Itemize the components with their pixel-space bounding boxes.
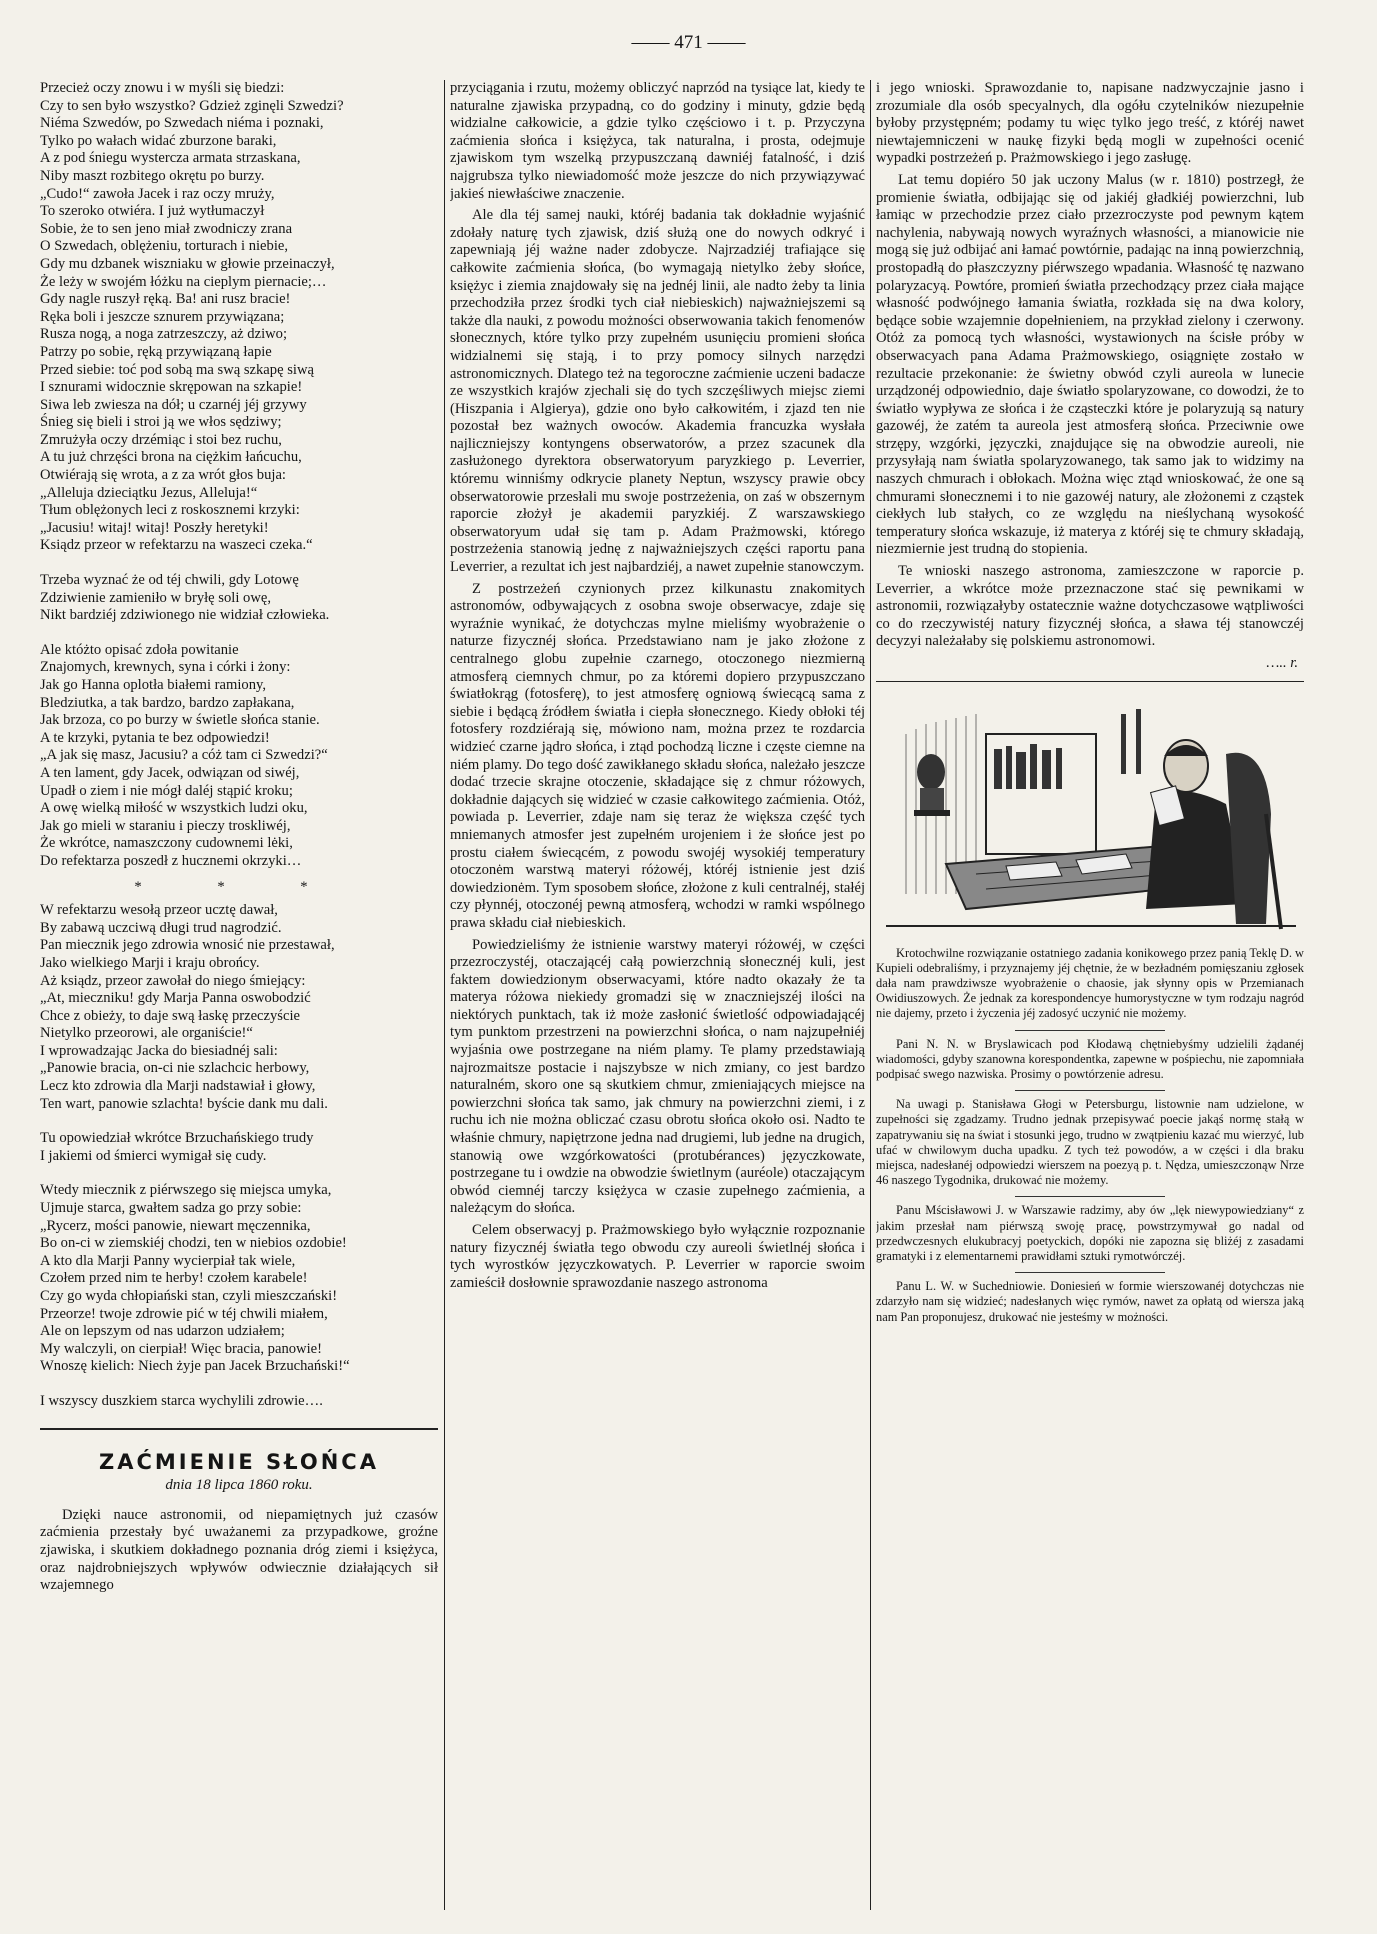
note-divider [1015,1196,1165,1197]
poem-line: Jak go mieli w staraniu i pieczy troskliwéj, [40,817,291,834]
poem-line: Że leży w swojém łóżku na cieplym piernacie;… [40,273,327,290]
poem-stanza-3 [40,642,438,871]
note-item: Panu L. W. w Suchedniowie. Doniesień w formie wierszowanéj dotychczas nie zdarzyło nam się widzieć; nadesłanych więc rymów, nawet za opłatą od wiersza jaką nam Pan proponujesz, drukować nie jesteśmy w możności. [876,1279,1304,1324]
note-divider [1015,1030,1165,1031]
article-paragraph: Celem obserwacyj p. Prażmowskiego było wyłącznie rozpoznanie natury fizycznéj światła tego obwodu czy aureoli świetlnéj słońca i tych wyrostków języczkowatych. P. Leverrier w raporcie swoim zamieścił dosłownie sprawozdanie naszego astronoma [450,1222,865,1291]
poem-line: O Szwedach, oblężeniu, torturach i niebie, [40,238,289,255]
poem-line: Nikt bardziéj zdziwionego nie widział człowieka. [40,607,330,624]
poem-line: Ale któżto opisać zdoła powitanie [40,641,239,658]
illustration-man-reading [886,694,1296,936]
poem [40,80,438,1411]
poem-line: Rusza nogą, a noga zatrzeszczy, aż dziwo; [40,326,288,343]
poem-line: Gdy nagle ruszył ręką. Ba! ani rusz bracie! [40,291,291,308]
poem-stanza-2 [40,572,438,625]
poem-line: A z pod śniegu wystercza armata strzaskana, [40,150,301,167]
poem-line: Sobie, że to sen jeno miał zwodniczy zrana [40,220,293,237]
note-divider [1015,1272,1165,1273]
poem-line: A ten lament, gdy Jacek, odwiązan od siwéj, [40,764,300,781]
poem-line: Upadł o ziem i nie mógł daléj stąpić kroku; [40,782,293,799]
poem-line: Przed siebie: toć pod sobą ma swą szkapę siwą [40,361,314,378]
poem-line: „Alleluja dzieciątku Jezus, Alleluja!“ [40,484,258,501]
poem-line: Śnieg się bieli i stroi ją we włos sędziwy; [40,414,282,431]
poem-line: Tylko po wałach widać zburzone baraki, [40,132,277,149]
poem-line: Gdy mu dzbanek wiszniaku w głowie przeinaczył, [40,255,335,272]
article-signature: ….. r. [1266,655,1298,671]
column-3 [876,80,1304,1910]
poem-line: Siwa leb zwiesza na dół; u czarnéj jéj grzywy [40,396,307,413]
poem-stanza-7 [40,1393,438,1411]
article-paragraph: Lat temu dopiéro 50 jak uczony Malus (w r. 1810) postrzegł, że promienie światła, odbijając się od jakiéj gładkiéj powierzchni, lub łamiąc w przechodzie przez ciało przezroczyste pod pewnym kątem nachylenia, nabywają nowych wyraźnych własności, a mianowicie nie mogą się już odbijać ani łamać powtórnie, padając na inną powierzchnią, prostopadłą do płaszczyzny piérwszego wpadania. Własność tę nazwano polaryzacyą. Powtóre, promień światła przechodzący przez ciała mające własność podwójnego łamania światła, rozkłada się na dwa kolory, będące sobie wzajemnie dopełnieniem, na przykład zielony i czerwony. Otóż za pomocą tych własności, wystawionych na ścisłe próby w obserwacyach pana Adama Prażmowskiego, osiągnięte zostało w rezultacie przekonanie: że świetny obwód czyli aureola w lunecie urządzonéj odpowiednio, daje światło spolaryzowane, co dowodzi, że to światło wypływa ze słońca i że cząsteczki które je polaryzują są natury gazowéj, że zatém ta aureola jest atmosferą słońca. Przeciwnie owe strzępy, wzgórki, języczki, znajdujące się na obwodzie aureoli, nie przysyłają nam światła spolaryzowanego, tak samo jak to widzimy na naszych chmurach i obłokach. Można więc ztąd wnioskować, że one są chmurami słonecznemi i to nie gazowéj natury, ale złożonemi z cząstek ciekłych lub stałych, co ze względu na nieślychaną wysokość temperatury słońca wskazuje, iż materya z któréj się te chmury składają, niezmiernie jest trudną do stopienia. [876,171,1304,558]
poem-line: „Jacusiu! witaj! witaj! Poszły heretyki! [40,519,269,536]
poem-line: A kto dla Marji Panny wycierpiał tak wiele, [40,1252,296,1269]
poem-line: Tłum oblężonych leci z roskosznemi krzyki: [40,502,300,519]
poem-line: „At, mieczniku! gdy Marja Panna oswobodzić [40,990,311,1007]
poem-line: Przeorze! twoje zdrowie pić w téj chwili miałem, [40,1305,328,1322]
poem-line: My walczyli, on cierpiał! Więc bracia, panowie! [40,1340,322,1357]
note-item: Krotochwilne rozwiązanie ostatniego zadania konikowego przez panią Teklę D. w Kupieli odebraliśmy, i przyznajemy jéj chętnie, że w bezładném pomięszaniu zgłosek dała nam prawdziwsze wyobrażenie o chaosie, jak słynny opis w Przemianach Owidiuszowych. Że jednak za korespondencye humorystyczne w tym rodzaju nagród nie dajemy, przeto i życzenia jéj zadosyć uczynić nie możemy. [876,945,1304,1021]
poem-line: A owę wielką miłość w wszystkich ludzi oku, [40,800,308,817]
poem-line: Przecież oczy znowu i w myśli się biedzi: [40,80,285,96]
poem-line: „Cudo!“ zawoła Jacek i raz oczy mruży, [40,185,275,202]
poem-line: Znajomych, krewnych, syna i córki i żony: [40,659,291,676]
poem-line: I jakiemi od śmierci wymigał się cudy. [40,1147,267,1164]
page-number: —— 471 —— [631,32,746,53]
poem-line: Ten wart, panowie szlachta! byście dank mu dali. [40,1095,328,1112]
poem-line: Do refektarza poszedł z hucznemi okrzyki… [40,852,302,869]
poem-line: Pan miecznik jego zdrowia wnosić nie przestawał, [40,937,335,954]
article-body-col3 [876,80,1304,673]
article-paragraph: Dzięki nauce astronomii, od niepamiętnych już czasów zaćmienia przestały być uważanemi za przypadkowe, groźne zjawiska, i skutkiem dokładnego poznania dróg ziemi i księżyca, oraz najdrobniejszych wpływów odwiecznie działających sił wzajemnego [40,1506,438,1594]
note-item: Pani N. N. w Bryslawicach pod Kłodawą chętniebyśmy udzielili żądanéj wiadomości, gdyby szanowna korespondentka, zapewne w pośpiechu, nie zapomniała podpisać swego nazwiska. Prosimy o powtórzenie adresu. [876,1036,1304,1082]
poem-line: Czy go wyda chłopiański stan, czyli mieszczański! [40,1288,338,1304]
poem-line: Czołem przed nim te herby! czołem karabele! [40,1270,308,1287]
poem-stanza-4 [40,902,438,1113]
poem-line: Ksiądz przeor w refektarzu na waszeci czeka.“ [40,537,313,554]
poem-line: Jako wielkiego Marji i kraju obrońcy. [40,954,260,971]
poem-line: Tu opowiedział wkrótce Brzuchańskiego trudy [40,1130,314,1147]
editorial-notes [876,946,1304,1325]
poem-stanza-5 [40,1130,438,1165]
column-rule-right [870,80,871,1910]
article-body-col2 [450,80,865,1292]
poem-line: Ręka boli i jeszcze sznurem przywiązana; [40,308,285,325]
poem-line: Lecz kto zdrowia dla Marji nadstawiał i głowy, [40,1078,316,1095]
poem-line: Jak go Hanna oplotła białemi ramiony, [40,677,267,693]
poem-line: Bledziutka, a tak bardzo, bardzo zapłakana, [40,694,295,711]
poem-line: Chce z obieży, to daje swą łaskę przeczyście [40,1007,300,1024]
article-body-col1 [40,1507,438,1595]
poem-line: A tu już chrzęści brona na ciężkim łańcuchu, [40,449,302,466]
poem-line: „Rycerz, mości panowie, niewart męczennika, [40,1217,311,1234]
article-subtitle: dnia 18 lipca 1860 roku. [165,1477,313,1494]
poem-line: Niéma Szwedów, po Szwedach niéma i poznaki, [40,115,324,132]
poem-line: Zdziwienie zamieniło w bryłę soli owę, [40,589,271,606]
poem-line: Aż ksiądz, przeor zawołał do niego śmiejący: [40,972,306,989]
poem-line: „Panowie bracia, on-ci nie szlachcic herbowy, [40,1060,310,1077]
article-paragraph: Te wnioski naszego astronoma, zamieszczone w raporcie p. Leverrier, a wkrótce może przeznaczone stać się pewnikami w astronomii, rozwiązałyby ostatecznie ważne dotychczasowe wątpliwości co do rzeczywistéj natury fizycznéj słońca, a sława téj stanowczéj decyzyi należałaby się polskiemu astronomowi. [876,563,1304,650]
column-rule-left [444,80,445,1910]
poem-line: Nietylko przeorowi, ale organiście!“ [40,1025,253,1042]
poem-line: Jak brzoza, co po burzy w świetle słońca stanie. [40,712,320,729]
poem-stanza-6 [40,1182,438,1376]
section-stars: * * * [134,878,344,895]
article-paragraph: Z postrzeżeń czynionych przez kilkunastu znakomitych astronomów, odbywających z osobna swoje obserwacye, zdaje się wyraźnie wynikać, że dotychczas mylne mieliśmy wyobrażenie o naturze fizycznéj słońca. Przedstawiano nam je jako złożone z centralnego globu zupełnie czarnego, otoczonego niezmierną atmosferą ciemnych chmur, po za któremi dopiero przypuszczano światłokrąg (fotosferę), to jest atmosferę ogniową świecącą sama z siebie i będącą źródłem światła i ciepła słonecznego. Kiedy obłoki téj fotosfery rozdziérają się, mówiono nam, można przez te rozdarcia widzieć czarne jądro słońca, i ztąd pochodzą liczne i częste ciemne na niém plamy. Do tego dość zawikłanego składu słońca, należało jeszcze dodać trzecie skrajne otoczenie, składające się z chmur różowych, dokładnie dających się widzieć w czasie całkowitego zaćmienia. Otóż, powiada p. Leverrier, zdaje nam się teraz że większa część tych mniemanych atmosfer jest zupełném urojeniem i że słońce jest po prostu ciałem świecącém, z powodu swojéj wysokiéj temperatury otoczonėm warstwą materyi różowéj, któréj istnienie jest dziś dowiedzionėm. Tym sposobem słońce, złożone z kuli centralnéj, stałéj czy płynnéj, otoczonéj pewną atmosferą, wchodzi w ramki wspólnego prawa składu ciał niebieskich. [450,580,865,931]
poem-line: Że wkrótce, namaszczony cudownemi lėki, [40,835,293,852]
article-paragraph: przyciągania i rzutu, możemy obliczyć naprzód na tysiące lat, kiedy te naturalne zjawiska przypadną, co do godziny i minuty, gdzie będą widzialne całkowicie, a gdzie tylko częściowo i t. p. Przyczyna zaćmienia słońca i księżyca, tak naturalna, i prosta, odejmuje zjawiskom tym wszelką przypuszczaną dawniéj fatalność, i dziś najgrubsza tylko niewiadomość może jeszcze do nich przywiązywać jakieś niewłaściwe znaczenie. [450,80,865,202]
note-item: Panu Mścisławowi J. w Warszawie radzimy, aby ów „lęk niewypowiedziany“ z jakim przesłał nam piérwszą swoję pracę, powstrzymywał go nadal od przedwczesnych elukubracyj poetyckich, dopóki nie zapozna się bliżéj z zasadami gramatyki i z elementarnemi prawidłami sztuki rymotwórczéj. [876,1203,1304,1264]
poem-line: Trzeba wyznać że od téj chwili, gdy Lotowę [40,572,299,589]
poem-line: I wszyscy duszkiem starca wychylili zdrowie…. [40,1392,323,1409]
article-paragraph: Ale dla téj samej nauki, któréj badania tak dokładnie wyjaśnić zdołały naturę tych zjawisk, dziś służą one do nowych odkryć i zapewniają jéj ważne nader zdobycze. Najrzadziéj trafiające się całkowite zaćmienia słońca, (bo wymagają nietylko żeby słońce, księżyc i ziemia znajdowały się na jednéj linii, ale nadto żeby ta linia przechodziła przez środki tych ciał niebieskich) najważniejszemi są także dla nauki, z powodu możności obserwowania takich fenomenów słonecznych, które tylko przy zupełném usunięciu promieni słońca widzialnemi się stają, i to przy pomocy silnych narzędzi astronomicznych. Dlatego też na tegoroczne zaćmienie uczeni badacze ze wszystkich krajów zjechali się do tych szczęśliwych miejsc ziemi (Hiszpania i Algierya), gdzie ono było całkowitém, i zjazd ten nie pozostał bez ważnych owoców. Akademia francuzka wysłała najliczniejszy kontyngens obserwatorów, a przez szacunek dla zasłużonego dyrektora obserwatoryum paryzkiego p. Leverrier, któremu winniśmy odkrycie planety Neptun, wszyscy prawie obcy obserwatorowie przesłali mu swoje postrzeżenia, on zaś w obszernym raporcie złożył je akademii paryzkiéj. Z warszawskiego obserwatoryum udał się tam p. Adam Prażmowski, którego postrzeżenia stanowią jednę z najważniejszych części raportu pana Leverrier, a rezultat ich jest najbardziéj, a nawet zupełnie stanowczym. [450,207,865,576]
note-item: Na uwagi p. Stanisława Głogi w Petersburgu, listownie nam udzielone, w zupełności się zgadzamy. Trudno jednak przepisywać poecie jakąś normę stałą w zapatrywaniu się na świat i stosunki jego, trudno w zwątpieniu kazać mu wierzyć, lub ufać w chwilowym ducha upadku. Z tych też powodów, a w części i dla braku miejsca, nadesłanéj odpowiedzi wierszem na poezyą p. t. Nędza, umieszczonąw Nrze 46 naszego Tygodnika, drukować nie możemy. [876,1097,1304,1188]
poem-line: To szeroko otwiéra. I już wytłumaczył [40,203,265,220]
note-divider [1015,1090,1165,1091]
section-divider [876,681,1304,682]
article-title: ZAĆMIENIE SŁOŃCA [99,1449,379,1474]
poem-line: W refektarzu wesołą przeor ucztę dawał, [40,902,278,919]
article-paragraph: i jego wnioski. Sprawozdanie to, napisane nadzwyczajnie jasno i zrozumiale dla osób specyalnych, dla ogółu czytelników niezupełnie byłoby przystępném; podamy tu więc tylko jego treść, z któréj nawet niewtajemniczeni w naukę fizyki będą mogli w zupełności ocenić wypadki postrzeżeń p. Prażmowskiego i jego zasługę. [876,80,1304,167]
poem-line: Wnoszę kielich: Niech żyje pan Jacek Brzuchański!“ [40,1358,350,1375]
poem-line: Bo on-ci w ziemskiéj chodzi, ten w niebios ozdobie! [40,1235,347,1252]
poem-line: „A jak się masz, Jacusiu? a cóż tam ci Szwedzi?“ [40,747,328,764]
poem-stanza-1 [40,80,438,555]
article-paragraph: Powiedzieliśmy że istnienie warstwy materyi różowéj, w części przezroczystéj, otaczającéj całą powierzchnią słonecznéj kuli, jest faktem dowiedzionym obserwacyami, które nadto okazały że ta materya różowa niekiedy gromadzi się w znaczniejszéj ilości na niektórych punktach, tak iż może zasłonić świetlość odpowiadającéj tym punktom przestrzeni na powierzchni słońca, o nam najzupełniéj wyjaśnia owe postrzegane na niém plamy. Te plamy przedstawiają najrozmaitsze postacie i najszybsze w nich zmiany, co jest bardzo naturalném, skoro one są skutkiem chmur, zmieniających miejsce na powierzchni słońca tak samo, jak chmury na powierzchni ziemi, i z ruchu ich nie można obliczać czasu obrotu słońca około osi. Nadto te właśnie chmury, napiętrzone jedna nad drugiemi, lub jedne na drugich, stanowią owe wzgórkowatości (protubérances) języczkowate, postrzegane tu i owdzie na obwodzie świetlnym (auréole) otaczającym obwód ciemnéj tarczy księżyca w czasie zupełnego zaćmienia, a należącym do słońca. [450,936,865,1217]
poem-line: I sznurami widocznie skrępowan na szkapie! [40,379,303,396]
poem-line: Niby maszt rozbitego okrętu po burzy. [40,167,265,184]
poem-line: Wtedy miecznik z piérwszego się miejsca umyka, [40,1182,332,1199]
engraving-illustration [886,694,1296,936]
poem-line: A te krzyki, pytania te bez odpowiedzi! [40,729,270,746]
section-divider [40,1428,438,1430]
poem-line: I wprowadzając Jacka do biesiadnéj sali: [40,1042,278,1059]
column-2 [450,80,865,1910]
poem-line: Otwiérają się wrota, a z za wrót głos buja: [40,467,286,484]
poem-line: Zmrużyła oczy drzémiąc i stoi bez ruchu, [40,431,282,448]
poem-line: By zabawą uczciwą długi trud nagrodzić. [40,919,282,936]
poem-line: Patrzy po sobie, ręką przywiązaną łapie [40,343,272,360]
poem-line: Czy to sen było wszystko? Gdzież zginęli Szwedzi? [40,97,344,114]
poem-line: Ale on lepszym od nas udarzon udziałem; [40,1323,285,1340]
poem-line: Ujmuje starca, gwałtem sadza go przy sobie: [40,1200,302,1217]
column-1 [40,80,438,1910]
